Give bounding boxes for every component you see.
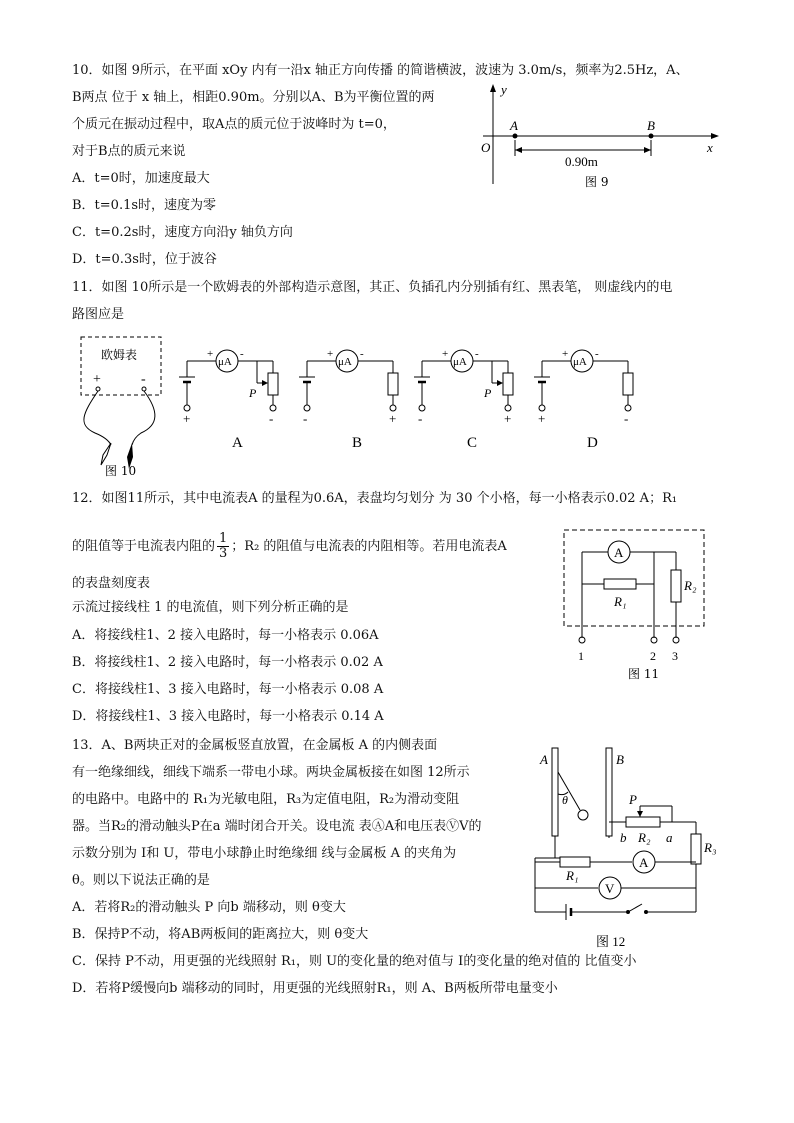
q10-line-2: B两点 位于 x 轴上，相距0.90m。分别以A、B为平衡位置的两: [72, 90, 435, 105]
q10-line-1: 10．如图 9所示，在平面 xOy 内有一沿x 轴正方向传播 的简谐横波，波速为 3.0m/s，频率为2.5Hz，A、: [72, 63, 689, 78]
terminal-right-sign: -: [269, 411, 274, 426]
fig9-origin: O: [481, 140, 491, 155]
fig10-minus: -: [141, 372, 146, 387]
q12-line-4: 示流过接线柱 1 的电流值，则下列分析正确的是: [72, 600, 349, 615]
circuit-option-label: C: [467, 435, 478, 451]
fig10-plus: +: [93, 372, 101, 387]
q12-option-a: A．将接线柱1、2 接入电路时，每一小格表示 0.06A: [72, 628, 379, 643]
circuit-option-label: A: [232, 435, 243, 451]
terminal-left-sign: -: [303, 411, 308, 426]
q12-option-d: D．将接线柱1、3 接入电路时，每一小格表示 0.14 A: [72, 709, 384, 724]
fig12-end-b: b: [620, 830, 627, 845]
fig12-r2: R₂: [638, 830, 651, 845]
circuit-option-d: [534, 348, 633, 451]
q10-option-c: C．t=0.2s时，速度方向沿y 轴负方向: [72, 225, 293, 240]
terminal-left-sign: +: [183, 411, 191, 426]
fig11-terminal-2: 2: [650, 649, 656, 663]
q13-line-5: 示数分别为 I和 U，带电小球静止时绝缘细 线与金属板 A 的夹角为: [72, 846, 457, 861]
fig12-r3: R₃: [704, 840, 717, 855]
circuit-options: [175, 343, 645, 453]
fig11-r2: R₂: [684, 578, 697, 593]
terminal-left-sign: +: [538, 411, 546, 426]
meter-minus: -: [595, 348, 599, 360]
fig10-box-label: 欧姆表: [101, 348, 138, 362]
circuit-option-c: [414, 348, 513, 451]
fig12-slider-p: P: [629, 792, 637, 807]
q10-option-a: A．t=0时，加速度最大: [72, 171, 210, 186]
fig11-terminal-3: 3: [672, 649, 678, 663]
q13-line-1: 13．A、B两块正对的金属板竖直放置，在金属板 A 的内侧表面: [72, 738, 438, 753]
fig11-r1: R₁: [614, 594, 627, 609]
fig12-ammeter: A: [639, 855, 649, 870]
q10-option-b: B．t=0.1s时，速度为零: [72, 198, 217, 213]
fig11-caption: 图 11: [628, 667, 660, 681]
slider-p-label: P: [249, 386, 257, 400]
figure-10: [75, 333, 175, 478]
q12-fraction: [217, 532, 229, 561]
q13-option-d: D．若将P缓慢向b 端移动的同时，用更强的光线照射R₁，则 A、B两板所带电量变小: [72, 981, 558, 996]
fig12-plate-a: A: [540, 752, 548, 767]
figure-11: [562, 526, 712, 686]
circuit-meter-label: μA: [218, 356, 232, 368]
circuit-option-label: B: [352, 435, 363, 451]
q13-option-c: C．保持 P不动，用更强的光线照射 R₁，则 U的变化量的绝对值与 I的变化量的绝对值的 比值变小: [72, 954, 637, 969]
fig9-caption: 图 9: [585, 175, 609, 189]
fig12-plate-b: B: [616, 752, 624, 767]
q10-line-3: 个质元在振动过程中，取A点的质元位于波峰时为 t=0，: [72, 117, 396, 132]
circuit-option-b: [299, 348, 398, 451]
meter-plus: +: [327, 348, 334, 360]
q12-line-3: 的表盘刻度表: [72, 576, 151, 591]
circuit-meter-label: μA: [453, 356, 467, 368]
circuit-meter-label: μA: [573, 356, 587, 368]
terminal-right-sign: +: [504, 411, 512, 426]
q12-line-2-b: ；R₂ 的阻值与电流表的内阻相等。若用电流表A: [231, 539, 507, 554]
circuit-option-a: [179, 348, 278, 451]
q13-line-6: θ。则以下说法正确的是: [72, 873, 210, 888]
fig9-point-b: B: [647, 118, 655, 133]
q12-line-2-a: 的阻值等于电流表内阻的: [72, 539, 216, 554]
fig11-ammeter: A: [614, 545, 624, 560]
fig9-x-label: x: [707, 140, 713, 155]
meter-minus: -: [240, 348, 244, 360]
meter-minus: -: [360, 348, 364, 360]
figure-9: [475, 80, 725, 195]
q13-line-4: 器。当R₂的滑动触头P在a 端时闭合开关。设电流 表ⒶA和电压表ⓋV的: [72, 819, 482, 834]
fig12-end-a: a: [666, 830, 673, 845]
fig9-distance: 0.90m: [565, 154, 598, 169]
q12-fraction-den: 3: [219, 546, 228, 561]
terminal-right-sign: -: [624, 411, 629, 426]
q12-fraction-num: 1: [219, 531, 228, 546]
q13-option-b: B．保持P不动，将AB两板间的距离拉大，则 θ变大: [72, 927, 369, 942]
q10-option-d: D．t=0.3s时，位于波谷: [72, 252, 217, 267]
q11-line-2: 路图应是: [72, 307, 125, 322]
terminal-left-sign: -: [418, 411, 423, 426]
fig9-y-label: y: [501, 82, 507, 97]
fig12-caption: 图 12: [596, 934, 626, 949]
q11-line-1: 11．如图 10所示是一个欧姆表的外部构造示意图，其正、负插孔内分别插有红、黑表笔， 则虚线内的电: [72, 280, 673, 295]
fig12-r1: R₁: [566, 868, 579, 883]
q12-line-2: [72, 532, 507, 561]
q13-line-3: 的电路中。电路中的 R₁为光敏电阻，R₃为定值电阻，R₂为滑动变阻: [72, 792, 460, 807]
q10-line-4: 对于B点的质元来说: [72, 144, 186, 159]
fig12-theta: θ: [562, 793, 568, 807]
slider-p-label: P: [484, 386, 492, 400]
q13-option-a: A．若将R₂的滑动触头 P 向b 端移动，则 θ变大: [72, 900, 346, 915]
meter-minus: -: [475, 348, 479, 360]
q12-line-1: 12．如图11所示，其中电流表A 的量程为0.6A，表盘均匀划分 为 30 个小格，每一小格表示0.02 A；R₁: [72, 491, 678, 506]
fig10-caption: 图 10: [105, 464, 137, 478]
meter-plus: +: [442, 348, 449, 360]
fig11-terminal-1: 1: [578, 649, 584, 663]
q13-line-2: 有一绝缘细线，细线下端系一带电小球。两块金属板接在如图 12所示: [72, 765, 470, 780]
terminal-right-sign: +: [389, 411, 397, 426]
q12-option-b: B．将接线柱1、2 接入电路时，每一小格表示 0.02 A: [72, 655, 383, 670]
q12-option-c: C．将接线柱1、3 接入电路时，每一小格表示 0.08 A: [72, 682, 384, 697]
fig9-point-a: A: [510, 118, 518, 133]
meter-plus: +: [207, 348, 214, 360]
fig12-voltmeter: V: [605, 881, 615, 896]
circuit-meter-label: μA: [338, 356, 352, 368]
meter-plus: +: [562, 348, 569, 360]
figure-12: [530, 738, 730, 953]
circuit-option-label: D: [587, 435, 598, 451]
